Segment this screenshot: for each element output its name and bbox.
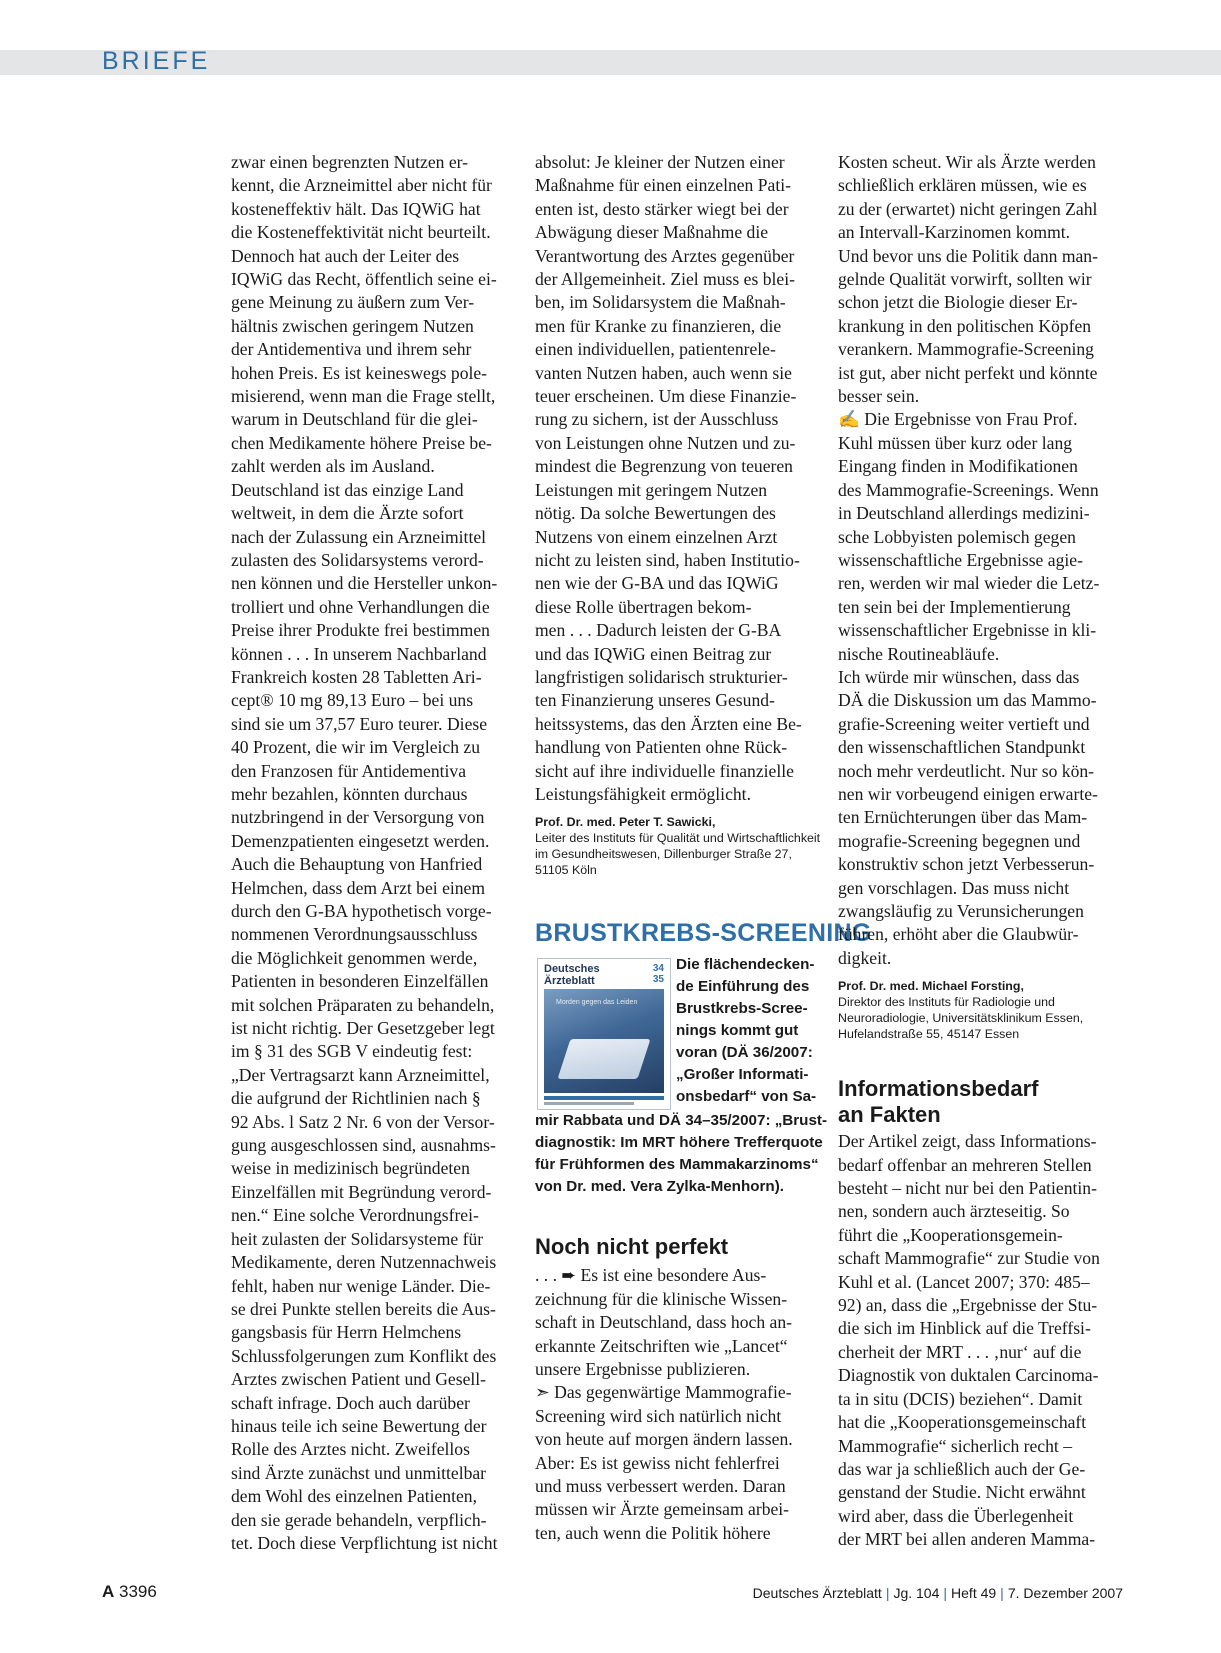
page-number <box>102 1582 157 1602</box>
text-line: wissenschaftlicher Ergebnisse in kli- <box>838 620 1097 641</box>
column-3-text <box>838 151 1130 970</box>
text-line: Aber: Es ist gewiss nicht fehlerfrei <box>535 1452 780 1473</box>
text-line: nen, sondern auch ärzteseitig. So <box>838 1201 1070 1222</box>
cover-title <box>544 963 600 987</box>
text-line: können . . . In unserem Nachbarland <box>231 643 487 664</box>
text-line: des Mammografie-Screenings. Wenn <box>838 479 1099 500</box>
text-line: Auch die Behauptung von Hanfried <box>231 854 483 875</box>
text-line: enten ist, desto stärker wiegt bei der <box>535 198 789 219</box>
text-line: schließlich erklären müssen, wie es <box>838 175 1087 196</box>
text-line: chen Medikamente höhere Preise be- <box>231 432 492 453</box>
text-line: gene Meinung zu äußern zum Ver- <box>231 292 475 313</box>
signature-forsting <box>838 978 1130 1042</box>
text-line: nen wir vorbeugend einigen erwarte- <box>838 783 1098 804</box>
text-line: Maßnahme für einen einzelnen Pati- <box>535 175 791 196</box>
letter-heading <box>838 1076 1130 1128</box>
text-line: ten Finanzierung unseres Gesund- <box>535 690 775 711</box>
text-line: heitssystems, das den Ärzten eine Be- <box>535 713 802 734</box>
text-line: führt die „Kooperationsgemein- <box>838 1224 1063 1245</box>
cover-photo <box>544 989 664 1093</box>
text-line: Und bevor uns die Politik dann man- <box>838 245 1098 266</box>
footer-separator: | <box>943 1585 948 1601</box>
journal-volume: Jg. 104 <box>893 1585 940 1601</box>
text-line: der Antidementiva und ihrem sehr <box>231 339 472 360</box>
text-line: 40 Prozent, die wir im Vergleich zu <box>231 737 481 758</box>
text-line: ta in situ (DCIS) beziehen“. Damit <box>838 1388 1083 1409</box>
text-line: sind Ärzte zunächst und unmittelbar <box>231 1462 487 1483</box>
page-prefix: A <box>102 1582 115 1601</box>
text-line: Nutzens von einem einzelnen Arzt <box>535 526 778 547</box>
text-line: warum in Deutschland für die glei- <box>231 409 478 430</box>
text-line: einen individuellen, patientenrele- <box>535 339 776 360</box>
text-line: IQWiG das Recht, öffentlich seine ei- <box>231 269 497 290</box>
text-line: Kosten scheut. Wir als Ärzte werden <box>838 152 1096 172</box>
text-line: die Kosteneffektivität nicht beurteilt. <box>231 222 491 243</box>
text-line: misierend, wenn man die Frage stellt, <box>231 386 496 407</box>
text-line: hältnis zwischen geringem Nutzen <box>231 315 474 336</box>
text-line: unsere Ergebnisse publizieren. <box>535 1359 751 1379</box>
signature-affiliation <box>535 830 827 878</box>
text-line: mit solchen Präparaten zu behandeln, <box>231 994 495 1015</box>
intro-line: Die flächendecken- <box>676 956 815 974</box>
text-line: Kuhl müssen über kurz oder lang <box>838 432 1073 453</box>
text-line: die Möglichkeit genommen werde, <box>231 947 478 968</box>
column-2-text <box>535 151 827 806</box>
cover-strip <box>544 1102 634 1105</box>
journal-date: 7. Dezember 2007 <box>1007 1585 1123 1601</box>
text-line: digkeit. <box>838 947 892 968</box>
text-line: diese Rolle übertragen bekom- <box>535 596 752 617</box>
intro-line: diagnostik: Im MRT höhere Trefferquote <box>535 1134 823 1152</box>
column-3 <box>838 151 1130 1552</box>
text-line: Patienten in besonderen Einzelfällen <box>231 971 489 992</box>
text-line: zeichnung für die klinische Wissen- <box>535 1288 788 1309</box>
text-line: zwar einen begrenzten Nutzen er- <box>231 152 469 172</box>
text-line: nicht zu leisten sind, haben Institutio- <box>535 549 800 570</box>
text-line: der MRT bei allen anderen Mamma- <box>838 1529 1096 1550</box>
journal-footer <box>753 1585 1123 1601</box>
text-line: genstand der Studie. Nicht erwähnt <box>838 1482 1086 1503</box>
text-line: wissenschaftliche Ergebnisse agie- <box>838 549 1083 570</box>
text-line: . . . ➨ Es ist eine besondere Aus- <box>535 1265 767 1286</box>
text-line: 92 Abs. l Satz 2 Nr. 6 von der Versor- <box>231 1111 495 1132</box>
text-line: dem Wohl des einzelnen Patienten, <box>231 1486 477 1507</box>
text-line: müssen wir Ärzte gemeinsam arbei- <box>535 1499 790 1520</box>
text-line: mografie-Screening begegnen und <box>838 830 1081 851</box>
journal-cover-image <box>537 958 671 1110</box>
text-line: Medikamente, deren Nutzennachweis <box>231 1252 497 1273</box>
signature-line: Direktor des Instituts für Radiologie und <box>838 995 1055 1010</box>
text-line: weise in medizinisch begründeten <box>231 1158 470 1179</box>
topic-box <box>535 954 827 1110</box>
intro-line: nings kommt gut <box>676 1022 799 1040</box>
text-line: schaft infrage. Doch auch darüber <box>231 1392 470 1413</box>
heading-line: an Fakten <box>838 1102 941 1128</box>
intro-line: mir Rabbata und DÄ 34–35/2007: „Brust- <box>535 1112 828 1130</box>
text-line: sche Lobbyisten polemisch gegen <box>838 526 1076 547</box>
letter-text <box>535 1264 827 1545</box>
text-line: zahlt werden als im Ausland. <box>231 456 435 477</box>
text-line: schon jetzt die Biologie dieser Er- <box>838 292 1078 313</box>
cover-strip <box>544 1096 664 1100</box>
text-line: rung zu sichern, ist der Ausschluss <box>535 409 779 430</box>
column-1 <box>231 151 523 1555</box>
text-line: und das IQWiG einen Beitrag zur <box>535 643 772 664</box>
text-line: besteht – nicht nur bei den Patientin- <box>838 1178 1097 1199</box>
text-line: wird aber, dass die Überlegenheit <box>838 1505 1074 1526</box>
text-line: Kuhl et al. (Lancet 2007; 370: 485– <box>838 1271 1090 1292</box>
text-line: Leistungsfähigkeit ermöglicht. <box>535 783 751 804</box>
text-line: krankung in den politischen Köpfen <box>838 315 1092 336</box>
text-line: konstruktiv schon jetzt Verbesserun- <box>838 854 1095 875</box>
text-line: Dennoch hat auch der Leiter des <box>231 245 460 266</box>
intro-line: von Dr. med. Vera Zylka-Menhorn). <box>535 1178 784 1196</box>
signature-name: Prof. Dr. med. Michael Forsting, <box>838 979 1024 994</box>
signature-name: Prof. Dr. med. Peter T. Sawicki, <box>535 815 716 830</box>
text-line: an Intervall-Karzinomen kommt. <box>838 222 1071 243</box>
text-line: nen können und die Hersteller unkon- <box>231 573 498 594</box>
intro-line: Brustkrebs-Scree- <box>676 1000 808 1018</box>
text-line: cherheit der MRT . . . ‚nur‘ auf die <box>838 1341 1082 1362</box>
text-line: führen, erhöht aber die Glaubwür- <box>838 924 1079 945</box>
text-line: Deutschland ist das einzige Land <box>231 479 464 500</box>
text-line: heit zulasten der Solidarsysteme für <box>231 1228 484 1249</box>
cover-issue <box>653 963 664 985</box>
text-line: gen vorschlagen. Das muss nicht <box>838 877 1070 898</box>
text-line: Mammografie“ sicherlich recht – <box>838 1435 1072 1456</box>
text-line: Screening wird sich natürlich nicht <box>535 1405 782 1426</box>
text-line: ten, auch wenn die Politik höhere <box>535 1522 771 1543</box>
page-number-value: 3396 <box>119 1582 157 1601</box>
text-line: Einzelfällen mit Begründung verord- <box>231 1181 492 1202</box>
signature-line: 51105 Köln <box>535 863 597 878</box>
text-line: langfristigen solidarisch strukturier- <box>535 666 788 687</box>
text-line: gung ausgeschlossen sind, ausnahms- <box>231 1135 496 1156</box>
text-line: mehr bezahlen, könnten durchaus <box>231 783 468 804</box>
intro-line: „Großer Informati- <box>676 1066 809 1084</box>
text-line: 92) an, dass die „Ergebnisse der Stu- <box>838 1295 1098 1316</box>
text-line: Helmchen, dass dem Arzt bei einem <box>231 877 486 898</box>
text-line: Schlussfolgerungen zum Konflikt des <box>231 1345 497 1366</box>
signature-line: Leiter des Instituts für Qualität und Wirtschaftlichkeit <box>535 831 821 846</box>
text-line: vanten Nutzen haben, auch wenn sie <box>535 362 792 383</box>
topic-heading: BRUSTKREBS-SCREENING <box>535 919 872 948</box>
text-line: die aufgrund der Richtlinien nach § <box>231 1088 481 1109</box>
cover-issue-line: 34 <box>652 963 664 975</box>
text-line: „Der Vertragsarzt kann Arzneimittel, <box>231 1064 490 1085</box>
text-line: sicht auf ihre individuelle finanzielle <box>535 760 794 781</box>
signature-line: Neuroradiologie, Universitätsklinikum Essen, <box>838 1011 1084 1026</box>
letter-heading: Noch nicht perfekt <box>535 1234 729 1260</box>
cover-caption: Morden gegen das Leiden <box>556 999 638 1007</box>
text-line: durch den G-BA hypothetisch vorge- <box>231 901 492 921</box>
text-line: ist nicht richtig. Der Gesetzgeber legt <box>231 1018 495 1039</box>
text-line: Verantwortung des Arztes gegenüber <box>535 245 795 266</box>
journal-issue: Heft 49 <box>951 1585 997 1601</box>
text-line: Abwägung dieser Maßnahme die <box>535 222 769 243</box>
text-line: nen.“ Eine solche Verordnungsfrei- <box>231 1205 479 1226</box>
text-line: im § 31 des SGB V eindeutig fest: <box>231 1041 473 1062</box>
text-line: DÄ die Diskussion um das Mammo- <box>838 690 1097 711</box>
text-line: tet. Doch diese Verpflichtung ist nicht <box>231 1532 498 1553</box>
text-line: den sie gerade behandeln, verpflich- <box>231 1509 487 1530</box>
text-line: absolut: Je kleiner der Nutzen einer <box>535 152 785 172</box>
text-line: ist gut, aber nicht perfekt und könnte <box>838 362 1098 383</box>
text-line: hat die „Kooperationsgemeinschaft <box>838 1412 1087 1433</box>
text-line: das war ja schließlich auch der Ge- <box>838 1458 1086 1479</box>
text-line: schaft Mammografie“ zur Studie von <box>838 1248 1100 1269</box>
intro-line: de Einführung des <box>676 978 810 996</box>
text-line: weltweit, in dem die Ärzte sofort <box>231 503 464 524</box>
section-label: BRIEFE <box>102 47 211 75</box>
text-line: Leistungen mit geringem Nutzen <box>535 479 768 500</box>
text-line: nötig. Da solche Bewertungen des <box>535 503 776 524</box>
text-line: gangsbasis für Herrn Helmchens <box>231 1322 462 1343</box>
text-line: mindest die Begrenzung von teueren <box>535 456 793 477</box>
footer-separator: | <box>885 1585 890 1601</box>
text-line: und muss verbessert werden. Daran <box>535 1476 786 1497</box>
text-line: zulasten des Solidarsystems verord- <box>231 549 484 570</box>
text-line: zwangsläufig zu Verunsicherungen <box>838 901 1084 921</box>
text-line: Preise ihrer Produkte frei bestimmen <box>231 620 490 641</box>
topic-intro-continued <box>535 1110 827 1198</box>
text-line: nach der Zulassung ein Arzneimittel <box>231 526 487 547</box>
heading-line: Informationsbedarf <box>838 1076 1039 1102</box>
text-line: von Leistungen ohne Nutzen und zu- <box>535 432 796 453</box>
text-line: sind sie um 37,57 Euro teurer. Diese <box>231 713 488 734</box>
text-line: besser sein. <box>838 386 920 407</box>
text-line: Ich würde mir wünschen, dass das <box>838 666 1080 687</box>
text-line: nommenen Verordnungsausschluss <box>231 924 478 945</box>
text-line: in Deutschland allerdings medizini- <box>838 503 1090 524</box>
text-line: zu der (erwartet) nicht geringen Zahl <box>838 198 1098 219</box>
intro-line: onsbedarf“ von Sa- <box>676 1088 817 1106</box>
text-line: verankern. Mammografie-Screening <box>838 339 1094 360</box>
cover-title-line: Ärzteblatt <box>544 975 595 988</box>
text-line: Der Artikel zeigt, dass Informations- <box>838 1131 1097 1152</box>
intro-line: voran (DÄ 36/2007: <box>676 1044 813 1062</box>
text-line: se drei Punkte stellen bereits die Aus- <box>231 1298 496 1319</box>
signature-line: im Gesundheitswesen, Dillenburger Straße 27, <box>535 847 792 862</box>
text-line: nutzbringend in der Versorgung von <box>231 807 485 828</box>
cover-issue-line: 35 <box>652 974 664 986</box>
text-line: ben, im Solidarsystem die Maßnah- <box>535 292 786 313</box>
column-1-text <box>231 151 523 1555</box>
text-line: Arztes zwischen Patient und Gesell- <box>231 1369 487 1390</box>
text-line: kennt, die Arzneimittel aber nicht für <box>231 175 492 196</box>
text-line: nen wie der G-BA und das IQWiG <box>535 573 779 594</box>
text-line: von heute auf morgen ändern lassen. <box>535 1429 793 1450</box>
text-line: ➣ Das gegenwärtige Mammografie- <box>535 1382 792 1403</box>
cover-photo-bed <box>558 1039 651 1079</box>
text-line: bedarf offenbar an mehreren Stellen <box>838 1154 1092 1175</box>
text-line: gelnde Qualität vorwirft, sollten wir <box>838 269 1092 290</box>
text-line: men für Kranke zu finanzieren, die <box>535 315 782 336</box>
text-line: der Allgemeinheit. Ziel muss es blei- <box>535 269 795 290</box>
cover-title-line: Deutsches <box>544 963 600 976</box>
text-line: teuer erscheinen. Um diese Finanzie- <box>535 386 797 407</box>
text-line: die sich im Hinblick auf die Treffsi- <box>838 1318 1091 1339</box>
text-line: kosteneffektiv hält. Das IQWiG hat <box>231 198 481 219</box>
footer-separator: | <box>1000 1585 1004 1601</box>
text-line: ten Ernüchterungen über das Mam- <box>838 807 1088 828</box>
text-line: men . . . Dadurch leisten der G-BA <box>535 620 782 641</box>
text-line: grafie-Screening weiter vertieft und <box>838 713 1090 734</box>
text-line: Eingang finden in Modifikationen <box>838 456 1078 477</box>
text-line: erkannte Zeitschriften wie „Lancet“ <box>535 1335 788 1356</box>
signature-sawicki <box>535 814 827 878</box>
signature-affiliation <box>838 994 1130 1042</box>
text-line: nische Routineabläufe. <box>838 643 1000 664</box>
text-line: Demenzpatienten eingesetzt werden. <box>231 830 490 851</box>
text-line: Rolle des Arztes nicht. Zweifellos <box>231 1439 470 1460</box>
text-line: ren, werden wir mal wieder die Letz- <box>838 573 1100 594</box>
text-line: hinaus teile ich seine Bewertung der <box>231 1415 487 1436</box>
text-line: ten sein bei der Implementierung <box>838 596 1071 617</box>
text-line: ✍ Die Ergebnisse von Frau Prof. <box>838 409 1078 430</box>
intro-line: für Frühformen des Mammakarzinoms“ <box>535 1156 819 1174</box>
text-line: den wissenschaftlichen Standpunkt <box>838 737 1086 758</box>
text-line: cept® 10 mg 89,13 Euro – bei uns <box>231 690 474 711</box>
text-line: fehlt, haben nur wenige Länder. Die- <box>231 1275 491 1296</box>
journal-name: Deutsches Ärzteblatt <box>752 1585 882 1601</box>
text-line: handlung von Patienten ohne Rück- <box>535 737 788 758</box>
text-line: schaft in Deutschland, dass hoch an- <box>535 1312 792 1333</box>
letter-text <box>838 1130 1130 1551</box>
text-line: den Franzosen für Antidementiva <box>231 760 467 781</box>
text-line: trolliert und ohne Verhandlungen die <box>231 596 490 617</box>
text-line: Diagnostik von duktalen Carcinoma- <box>838 1365 1099 1386</box>
text-line: Frankreich kosten 28 Tabletten Ari- <box>231 666 482 687</box>
topic-intro <box>676 954 816 1108</box>
text-line: noch mehr verdeutlicht. Nur so kön- <box>838 760 1095 781</box>
signature-line: Hufelandstraße 55, 45147 Essen <box>838 1027 1020 1042</box>
text-line: hohen Preis. Es ist keineswegs pole- <box>231 362 488 383</box>
